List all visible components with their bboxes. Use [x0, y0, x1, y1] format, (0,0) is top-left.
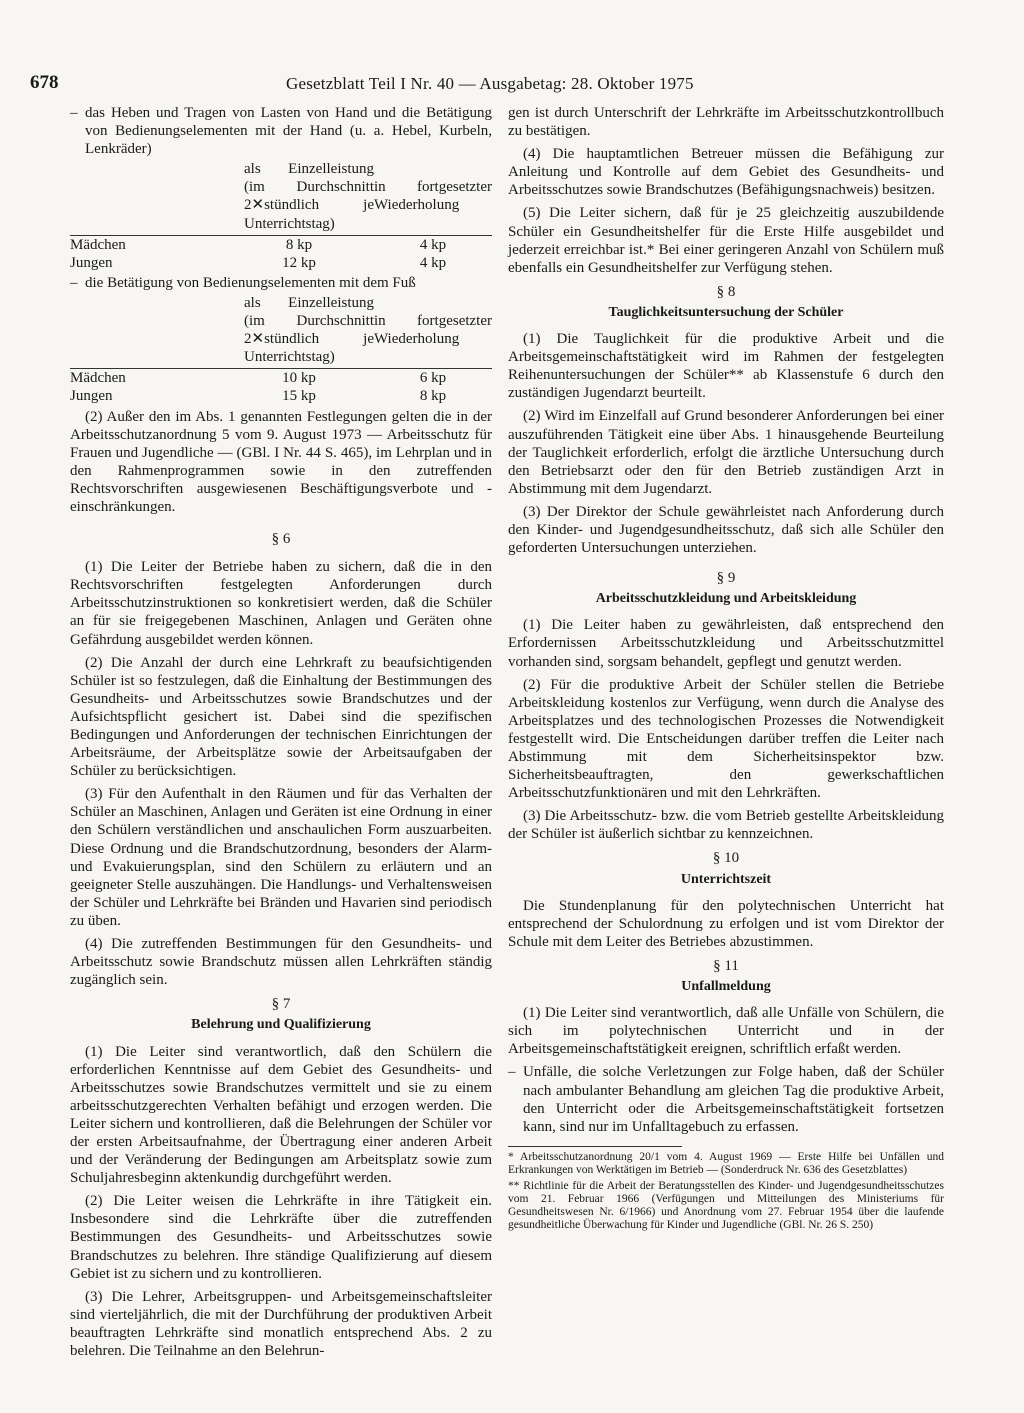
paragraph: gen ist durch Unterschrift der Lehrkräfte im Arbeitsschutzkontrollbuch zu bestätigen. [508, 105, 944, 140]
right-column [508, 104, 944, 1235]
paragraph: (1) Die Leiter sind verantwortlich, daß alle Unfälle von Schülern, die sich im polytechnischen Unterricht und in der Arbeitsgemeinschaftstätigkeit ereignen, schriftlich erfaßt werden. [508, 1005, 944, 1058]
page-number: 678 [30, 72, 59, 93]
section-number: § 6 [271, 531, 291, 548]
paragraph: (5) Die Leiter sichern, daß für je 25 gleichzeitig auszubildende Schüler ein Gesundheitshelfer für die Erste Hilfe ausgebildet und jederzeit erreichbar ist.* Bei einer geringeren Anzahl von Schülern muß ebenfalls ein Gesundheitshelfer zur Verfügung stehen. [508, 205, 944, 276]
section-heading: Tauglichkeitsuntersuchung der Schüler [608, 304, 844, 320]
paragraph: (2) Außer den im Abs. 1 genannten Festlegungen gelten die in der Arbeitsschutzanordnung 5 vom 9. August 1973 — Arbeitsschutz für Frauen und Jugendliche — (GBl. I Nr. 44 S. 465), im Lehrplan und in den Rahmenprogrammen sowie in den zutreffenden Rechtsvorschriften ausgewiesenen Beschäftigungsverbote und -einschränkungen. [70, 408, 492, 515]
list-item: – Unfälle, die solche Verletzungen zur Folge haben, daß der Schüler nach ambulanter Behandlung am gleichen Tag die produktive Arbeit, den Unterricht oder die Arbeitsgemeinschaftstätigkeit fortsetzen kann, sind nur im Unfalltagebuch zu erfassen. [508, 1064, 944, 1135]
paragraph: (1) Die Tauglichkeit für die produktive Arbeit und die Arbeitsgemeinschaftstätigkeit wird im Rahmen der festgelegten Reihenuntersuchungen der Schüler** ab Klassenstufe 6 durch den zuständigen Jugendarzt beurteilt. [508, 331, 944, 402]
table-row: Jungen 15 kp 8 kp [70, 388, 447, 405]
list-item: – das Heben und Tragen von Lasten von Hand und die Betätigung von Bedienungselementen mit der Hand (u. a. Hebel, Kurbeln, Lenkräder) [70, 105, 492, 158]
section-heading: Unfallmeldung [681, 979, 771, 995]
table-row: Mädchen 8 kp 4 kp [70, 236, 447, 253]
footnote-separator [508, 1146, 682, 1147]
table-header-single: als Einzelleistung (im Durchschnitt 2✕stündlich je Unterrichtstag) [244, 294, 374, 366]
paragraph: (3) Der Direktor der Schule gewährleistet nach Anforderung durch den Kinder- und Jugendgesundheitsschutz, daß sich alle Schüler den geforderten Untersuchungen unterziehen. [508, 503, 944, 557]
section-number: § 7 [271, 996, 291, 1013]
paragraph: (2) Die Leiter weisen die Lehrkräfte in ihre Tätigkeit ein. Insbesondere sind die Lehrkräfte über die zutreffenden Bestimmungen des Gesundheits- und Arbeitsschutzes sowie Brandschutzes zu belehren. Ihre ständige Qualifizierung auf diesem Gebiet ist zu sichern und zu kontrollieren. [70, 1193, 492, 1282]
section-number: § 11 [713, 957, 739, 974]
paragraph: (3) Für den Aufenthalt in den Räumen und für das Verhalten der Schüler an Maschinen, Anlagen und Geräten ist eine Ordnung in einer den Schülern verständlichen und anschaulichen Form auszuarbeiten. Diese Ordnung und die Brandschutzordnung, besonders der Alarm- und Evakuierungsplan, sind den Schülern zu erläutern und an geeigneter Stelle auszuhängen. Die Handlungs- und Verhaltensweisen der Schüler und Lehrkräfte bei Bränden und Havarien sind periodisch zu üben. [70, 786, 492, 929]
table-row: Mädchen 10 kp 6 kp [70, 370, 447, 387]
load-table-hand [70, 160, 492, 272]
table-row: Jungen 12 kp 4 kp [70, 254, 447, 271]
footnote: ** Richtlinie für die Arbeit der Beratungsstellen des Kinder- und Jugendgesundheitsschutzes vom 21. Februar 1966 (Verfügungen und Mitteilungen des Ministeriums für Gesundheitswesen Nr. 6/1966) und Anordnung vom 27. Februar 1954 über die laufende gesundheitliche Überwachung für Kinder und Jugendliche (GBl. Nr. 26 S. 250) [508, 1179, 944, 1231]
table-header-continuous: in fortgesetzter Wiederholung [374, 312, 492, 348]
paragraph: (2) Für die produktive Arbeit der Schüler stellen die Betriebe Arbeitskleidung kostenlos zur Verfügung, wenn durch die Analyse des Arbeitsplatzes und des technologischen Prozesses die Notwendigkeit festgestellt wird. Die Entscheidungen darüber treffen die Leiter nach Abstimmung mit dem Sicherheitsinspektor bzw. Sicherheitsbeauftragten, den gewerkschaftlichen Arbeitsschutzfunktionären und mit den Lehrkräften. [508, 676, 944, 802]
section-heading: Arbeitsschutzkleidung und Arbeitskleidung [595, 591, 857, 607]
paragraph: (1) Die Leiter der Betriebe haben zu sichern, daß die in den Rechtsvorschriften festgelegten Anforderungen durch Arbeitsschutzinstruktionen so konkretisiert werden, daß die Schüler an für sie freigegebenen Maschinen, Anlagen und Geräten ohne Gefährdung ausgebildet werden können. [70, 559, 492, 648]
footnote: * Arbeitsschutzanordnung 20/1 vom 4. August 1969 — Erste Hilfe bei Unfällen und Erkrankungen von Werktätigen im Betrieb — (Sonderdruck Nr. 636 des Gesetzblattes) [508, 1150, 944, 1176]
section-heading: Unterrichtszeit [680, 871, 772, 887]
paragraph: (2) Wird im Einzelfall auf Grund besonderer Anforderungen bei einer auszuführenden Tätigkeit eine über Abs. 1 hinausgehende Beurteilung der Tauglichkeit erforderlich, erfolgt die ärztliche Untersuchung durch den Betriebsarzt oder den für den Betrieb zuständigen Arzt in Abstimmung mit dem Jugendarzt. [508, 408, 944, 497]
paragraph: (4) Die hauptamtlichen Betreuer müssen die Befähigung zur Anleitung und Kontrolle auf dem Gebiet des Gesundheits- und Arbeitsschutzes sowie Brandschutzes (Befähigungsnachweis) besitzen. [508, 146, 944, 199]
paragraph: Die Stundenplanung für den polytechnischen Unterricht hat entsprechend der Schulordnung zu erfolgen und ist vom Direktor der Schule mit dem Leiter des Betriebes abzustimmen. [508, 897, 944, 950]
section-number: § 10 [712, 850, 740, 867]
paragraph: (2) Die Anzahl der durch eine Lehrkraft zu beaufsichtigenden Schüler ist so festzulegen, daß die Einhaltung der Bestimmungen des Gesundheits- und Arbeitsschutzes sowie Brandschutzes und der Aufsichtspflicht gesichert ist. Dabei sind die spezifischen Bedingungen und Anforderungen der technischen Einrichtungen der Arbeitsräume, der Arbeitsplätze sowie der Arbeitsaufgaben der Schüler zu berücksichtigen. [70, 654, 492, 780]
load-table-foot [70, 294, 492, 406]
paragraph: (4) Die zutreffenden Bestimmungen für den Gesundheits- und Arbeitsschutz sowie Brandschutz müssen allen Lehrkräften ständig zugänglich sein. [70, 936, 492, 989]
section-heading: Belehrung und Qualifizierung [191, 1017, 371, 1033]
paragraph: (1) Die Leiter sind verantwortlich, daß den Schülern die erforderlichen Kenntnisse auf dem Gebiet des Gesundheits- und Arbeitsschutzes sowie Brandschutzes vermittelt und sie zu einem arbeitsschutzgerechten Verhalten befähigt und erzogen werden. Die Leiter sichern und kontrollieren, daß die Belehrungen der Schüler vor der ersten Arbeitsaufnahme, der Übertragung einer anderen Arbeit und der Veränderung der Bedingungen am Arbeitsplatz sowie zum Schuljahresbeginn aktenkundig durchgeführt werden. [70, 1043, 492, 1187]
paragraph: (3) Die Lehrer, Arbeitsgruppen- und Arbeitsgemeinschaftsleiter sind vierteljährlich, die mit der Durchführung der produktiven Arbeit beauftragten Lehrkräfte sind monatlich entsprechend Abs. 2 zu belehren. Die Teilnahme an den Belehrun- [70, 1288, 492, 1359]
table-header-continuous: in fortgesetzter Wiederholung [374, 179, 492, 214]
list-item: – die Betätigung von Bedienungselementen mit dem Fuß [70, 274, 416, 291]
section-number: § 8 [716, 283, 736, 300]
section-number: § 9 [716, 570, 736, 587]
left-column [70, 104, 492, 1365]
paragraph: (1) Die Leiter haben zu gewährleisten, daß entsprechend den Erfordernissen Arbeitsschutzkleidung und Arbeitsschutzmittel vorhanden sind, sorgsam behandelt, gepflegt und genutzt werden. [508, 617, 944, 670]
running-title: Gesetzblatt Teil I Nr. 40 — Ausgabetag: 28. Oktober 1975 [286, 74, 694, 93]
table-header-single: als Einzelleistung (im Durchschnitt 2✕stündlich je Unterrichtstag) [244, 161, 374, 232]
page-header [30, 72, 960, 98]
paragraph: (3) Die Arbeitsschutz- bzw. die vom Betrieb gestellte Arbeitskleidung der Schüler ist äußerlich sichtbar zu kennzeichnen. [508, 808, 944, 843]
